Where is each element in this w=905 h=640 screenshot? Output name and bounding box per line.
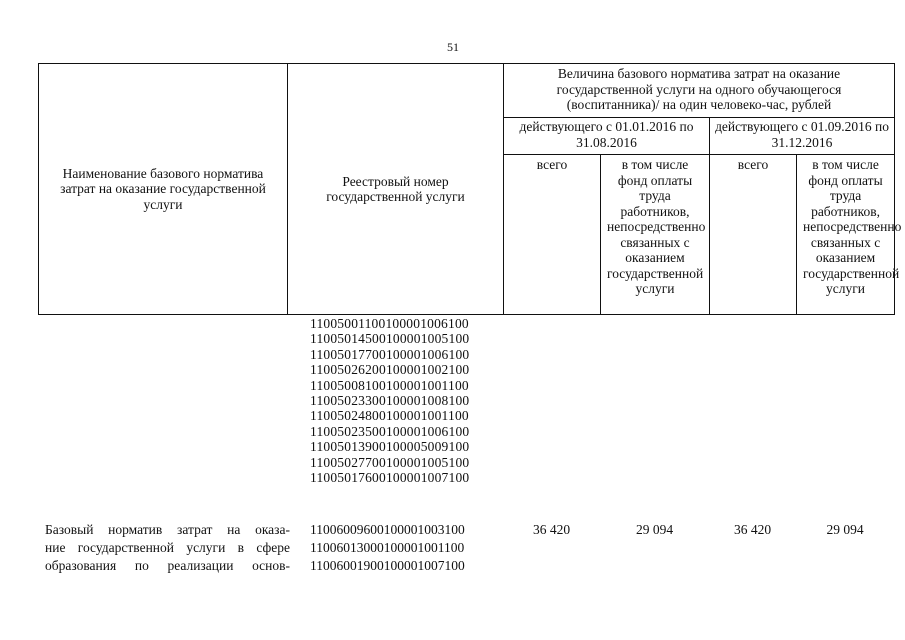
header-p2-total-text: всего (737, 157, 769, 172)
norm-row-codes (310, 521, 465, 575)
header-p2-fot-text: в том числе фонд оплаты труда работников, непосредственно связанных с оказанием государственной услуги (803, 157, 902, 296)
value-p2-total: 36 420 (733, 522, 772, 537)
header-p1-fot-text: в том числе фонд оплаты труда работников, непосредственно связанных с оказанием государственной услуги (607, 157, 706, 296)
value-p2-fot: 29 094 (826, 522, 864, 537)
header-p1-fot (601, 155, 710, 315)
norm-row-label (45, 521, 290, 575)
header-period-2 (710, 118, 895, 155)
header-period-2-text: действующего с 01.09.2016 по 31.12.2016 (715, 119, 889, 150)
header-name-text: Наименование базового норматива затрат на оказание государственной услуги (60, 165, 266, 212)
page-number: 51 (447, 40, 459, 54)
registry-code: 11005023300100001008100 (310, 393, 470, 409)
value-p1-fot: 29 094 (635, 522, 674, 537)
header-p2-fot (797, 155, 902, 315)
registry-code: 11005013900100005009100 (310, 439, 470, 455)
registry-code: 11005026200100001002100 (310, 362, 470, 378)
registry-code: 11006001900100001007100 (310, 558, 465, 573)
header-p1-total (504, 155, 601, 315)
header-name-column (39, 64, 288, 315)
header-value-title-text: Величина базового норматива затрат на оказание государственной услуги на одного обучающегося (воспитанника)/ на один человеко-час, рублей (556, 66, 842, 112)
registry-code: 11005017600100001007100 (310, 470, 470, 486)
registry-code: 11005008100100001001100 (310, 377, 469, 393)
header-p1-total-text: всего (536, 157, 568, 172)
registry-code: 11005027700100001005100 (310, 454, 470, 470)
registry-code: 11005024800100001001100 (310, 408, 469, 424)
value-p1-total: 36 420 (532, 522, 571, 537)
header-period-1-text: действующего с 01.01.2016 по 31.08.2016 (519, 119, 694, 150)
registry-code: 11005001100100001006100 (310, 316, 469, 331)
registry-code: 11006009600100001003100 (310, 522, 465, 537)
registry-code: 11005014500100001005100 (310, 331, 470, 347)
norm-label-line: образования по реализации основ- (45, 558, 290, 573)
registry-code: 11005017700100001006100 (310, 346, 470, 362)
header-registry-text: Реестровый номер государственной услуги (326, 173, 465, 204)
header-registry-column (288, 64, 504, 315)
registry-code: 11005023500100001006100 (310, 423, 470, 439)
registry-code: 11006013000100001001100 (310, 540, 465, 555)
header-p2-total (710, 155, 797, 315)
header-value-title (504, 64, 895, 118)
norms-table-header (38, 63, 902, 315)
norm-label-line: Базовый норматив затрат на оказа- (45, 522, 290, 537)
norm-label-line: ние государственной услуги в сфере (45, 540, 290, 555)
continued-codes-list (310, 316, 469, 485)
header-period-1 (504, 118, 710, 155)
